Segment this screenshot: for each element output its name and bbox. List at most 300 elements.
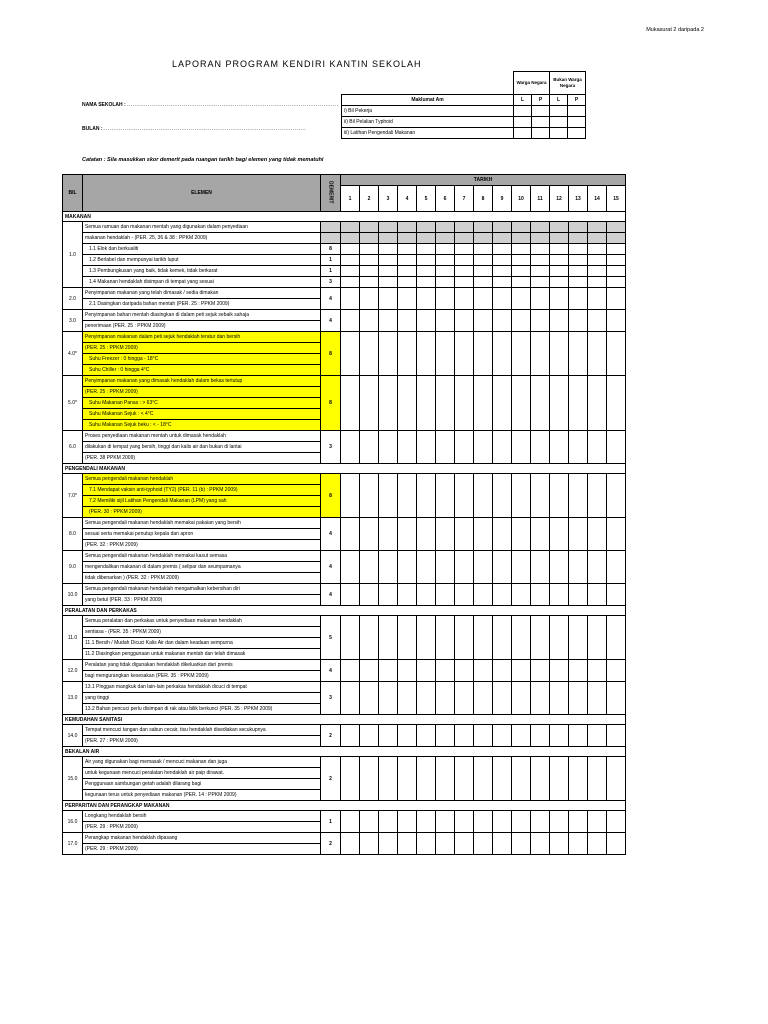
score-cell[interactable] <box>531 551 550 584</box>
score-cell[interactable] <box>569 255 588 266</box>
score-cell[interactable] <box>341 518 360 551</box>
score-cell[interactable] <box>512 277 531 288</box>
score-cell[interactable] <box>341 244 360 255</box>
score-cell[interactable] <box>474 310 493 332</box>
score-cell[interactable] <box>379 833 398 855</box>
score-cell[interactable] <box>512 811 531 833</box>
score-cell[interactable] <box>360 725 379 747</box>
score-cell[interactable] <box>550 255 569 266</box>
score-cell[interactable] <box>379 660 398 682</box>
score-cell[interactable] <box>417 833 436 855</box>
score-cell[interactable] <box>550 682 569 715</box>
score-cell[interactable] <box>455 682 474 715</box>
score-cell[interactable] <box>398 255 417 266</box>
score-cell[interactable] <box>550 474 569 518</box>
score-cell[interactable] <box>588 376 607 431</box>
score-cell[interactable] <box>607 266 626 277</box>
score-cell[interactable] <box>474 222 493 233</box>
score-cell[interactable] <box>550 616 569 660</box>
score-cell[interactable] <box>607 757 626 801</box>
score-cell[interactable] <box>379 233 398 244</box>
score-cell[interactable] <box>436 682 455 715</box>
score-cell[interactable] <box>531 266 550 277</box>
score-cell[interactable] <box>436 431 455 464</box>
score-cell[interactable] <box>398 616 417 660</box>
score-cell[interactable] <box>569 757 588 801</box>
score-cell[interactable] <box>398 310 417 332</box>
score-cell[interactable] <box>436 811 455 833</box>
month-field[interactable] <box>82 126 306 132</box>
score-cell[interactable] <box>569 288 588 310</box>
score-cell[interactable] <box>493 376 512 431</box>
score-cell[interactable] <box>474 266 493 277</box>
input-cell[interactable] <box>568 106 586 117</box>
score-cell[interactable] <box>493 222 512 233</box>
score-cell[interactable] <box>417 584 436 606</box>
score-cell[interactable] <box>588 266 607 277</box>
score-cell[interactable] <box>569 431 588 464</box>
score-cell[interactable] <box>569 616 588 660</box>
score-cell[interactable] <box>417 277 436 288</box>
score-cell[interactable] <box>512 233 531 244</box>
score-cell[interactable] <box>455 757 474 801</box>
score-cell[interactable] <box>512 244 531 255</box>
score-cell[interactable] <box>531 682 550 715</box>
score-cell[interactable] <box>531 811 550 833</box>
score-cell[interactable] <box>398 811 417 833</box>
score-cell[interactable] <box>379 332 398 376</box>
score-cell[interactable] <box>569 310 588 332</box>
score-cell[interactable] <box>379 277 398 288</box>
score-cell[interactable] <box>474 288 493 310</box>
score-cell[interactable] <box>398 244 417 255</box>
score-cell[interactable] <box>474 551 493 584</box>
score-cell[interactable] <box>607 222 626 233</box>
score-cell[interactable] <box>550 660 569 682</box>
score-cell[interactable] <box>455 222 474 233</box>
score-cell[interactable] <box>417 376 436 431</box>
score-cell[interactable] <box>607 616 626 660</box>
score-cell[interactable] <box>607 551 626 584</box>
score-cell[interactable] <box>569 811 588 833</box>
score-cell[interactable] <box>379 474 398 518</box>
score-cell[interactable] <box>550 551 569 584</box>
score-cell[interactable] <box>398 725 417 747</box>
score-cell[interactable] <box>531 833 550 855</box>
score-cell[interactable] <box>341 660 360 682</box>
score-cell[interactable] <box>607 277 626 288</box>
score-cell[interactable] <box>455 616 474 660</box>
score-cell[interactable] <box>512 757 531 801</box>
score-cell[interactable] <box>607 584 626 606</box>
score-cell[interactable] <box>436 288 455 310</box>
score-cell[interactable] <box>417 518 436 551</box>
score-cell[interactable] <box>474 682 493 715</box>
score-cell[interactable] <box>588 833 607 855</box>
score-cell[interactable] <box>588 725 607 747</box>
score-cell[interactable] <box>512 376 531 431</box>
score-cell[interactable] <box>474 255 493 266</box>
score-cell[interactable] <box>550 288 569 310</box>
score-cell[interactable] <box>512 725 531 747</box>
score-cell[interactable] <box>455 518 474 551</box>
score-cell[interactable] <box>550 811 569 833</box>
score-cell[interactable] <box>474 277 493 288</box>
score-cell[interactable] <box>436 551 455 584</box>
input-cell[interactable] <box>550 128 568 139</box>
score-cell[interactable] <box>493 244 512 255</box>
score-cell[interactable] <box>512 266 531 277</box>
score-cell[interactable] <box>398 518 417 551</box>
score-cell[interactable] <box>360 616 379 660</box>
score-cell[interactable] <box>436 833 455 855</box>
score-cell[interactable] <box>341 233 360 244</box>
score-cell[interactable] <box>474 431 493 464</box>
score-cell[interactable] <box>531 757 550 801</box>
score-cell[interactable] <box>474 474 493 518</box>
score-cell[interactable] <box>588 660 607 682</box>
score-cell[interactable] <box>512 616 531 660</box>
score-cell[interactable] <box>379 757 398 801</box>
score-cell[interactable] <box>360 584 379 606</box>
score-cell[interactable] <box>360 310 379 332</box>
score-cell[interactable] <box>379 222 398 233</box>
score-cell[interactable] <box>455 474 474 518</box>
score-cell[interactable] <box>512 431 531 464</box>
score-cell[interactable] <box>398 376 417 431</box>
score-cell[interactable] <box>398 222 417 233</box>
input-cell[interactable] <box>568 117 586 128</box>
score-cell[interactable] <box>360 332 379 376</box>
score-cell[interactable] <box>417 332 436 376</box>
score-cell[interactable] <box>474 833 493 855</box>
input-cell[interactable] <box>532 117 550 128</box>
score-cell[interactable] <box>493 682 512 715</box>
score-cell[interactable] <box>379 584 398 606</box>
score-cell[interactable] <box>455 584 474 606</box>
score-cell[interactable] <box>531 332 550 376</box>
score-cell[interactable] <box>531 244 550 255</box>
score-cell[interactable] <box>531 725 550 747</box>
score-cell[interactable] <box>436 616 455 660</box>
score-cell[interactable] <box>512 584 531 606</box>
score-cell[interactable] <box>455 266 474 277</box>
score-cell[interactable] <box>436 660 455 682</box>
score-cell[interactable] <box>493 518 512 551</box>
score-cell[interactable] <box>360 255 379 266</box>
score-cell[interactable] <box>607 244 626 255</box>
score-cell[interactable] <box>569 332 588 376</box>
score-cell[interactable] <box>379 616 398 660</box>
score-cell[interactable] <box>569 833 588 855</box>
score-cell[interactable] <box>531 474 550 518</box>
input-cell[interactable] <box>514 117 532 128</box>
score-cell[interactable] <box>417 288 436 310</box>
score-cell[interactable] <box>436 233 455 244</box>
score-cell[interactable] <box>417 222 436 233</box>
score-cell[interactable] <box>455 310 474 332</box>
score-cell[interactable] <box>436 518 455 551</box>
score-cell[interactable] <box>360 551 379 584</box>
score-cell[interactable] <box>512 518 531 551</box>
score-cell[interactable] <box>493 233 512 244</box>
score-cell[interactable] <box>493 833 512 855</box>
score-cell[interactable] <box>531 518 550 551</box>
score-cell[interactable] <box>550 233 569 244</box>
score-cell[interactable] <box>569 233 588 244</box>
score-cell[interactable] <box>512 332 531 376</box>
score-cell[interactable] <box>360 757 379 801</box>
score-cell[interactable] <box>550 431 569 464</box>
score-cell[interactable] <box>436 310 455 332</box>
score-cell[interactable] <box>588 431 607 464</box>
score-cell[interactable] <box>474 332 493 376</box>
score-cell[interactable] <box>436 376 455 431</box>
score-cell[interactable] <box>569 584 588 606</box>
input-cell[interactable] <box>532 128 550 139</box>
score-cell[interactable] <box>531 584 550 606</box>
score-cell[interactable] <box>436 277 455 288</box>
score-cell[interactable] <box>607 682 626 715</box>
score-cell[interactable] <box>417 266 436 277</box>
score-cell[interactable] <box>417 310 436 332</box>
score-cell[interactable] <box>341 584 360 606</box>
score-cell[interactable] <box>493 660 512 682</box>
score-cell[interactable] <box>379 376 398 431</box>
score-cell[interactable] <box>512 551 531 584</box>
score-cell[interactable] <box>607 332 626 376</box>
score-cell[interactable] <box>550 518 569 551</box>
score-cell[interactable] <box>512 310 531 332</box>
score-cell[interactable] <box>569 474 588 518</box>
score-cell[interactable] <box>569 244 588 255</box>
score-cell[interactable] <box>341 277 360 288</box>
score-cell[interactable] <box>436 757 455 801</box>
score-cell[interactable] <box>398 474 417 518</box>
score-cell[interactable] <box>531 222 550 233</box>
score-cell[interactable] <box>512 682 531 715</box>
score-cell[interactable] <box>360 233 379 244</box>
score-cell[interactable] <box>493 725 512 747</box>
score-cell[interactable] <box>493 277 512 288</box>
score-cell[interactable] <box>569 277 588 288</box>
score-cell[interactable] <box>341 725 360 747</box>
score-cell[interactable] <box>474 757 493 801</box>
score-cell[interactable] <box>341 266 360 277</box>
score-cell[interactable] <box>379 518 398 551</box>
input-cell[interactable] <box>532 106 550 117</box>
score-cell[interactable] <box>455 277 474 288</box>
input-cell[interactable] <box>514 106 532 117</box>
score-cell[interactable] <box>379 551 398 584</box>
input-cell[interactable] <box>514 128 532 139</box>
score-cell[interactable] <box>455 288 474 310</box>
score-cell[interactable] <box>398 757 417 801</box>
score-cell[interactable] <box>398 288 417 310</box>
score-cell[interactable] <box>474 518 493 551</box>
score-cell[interactable] <box>398 682 417 715</box>
score-cell[interactable] <box>341 332 360 376</box>
score-cell[interactable] <box>607 288 626 310</box>
score-cell[interactable] <box>474 811 493 833</box>
score-cell[interactable] <box>588 332 607 376</box>
score-cell[interactable] <box>360 244 379 255</box>
score-cell[interactable] <box>455 376 474 431</box>
score-cell[interactable] <box>360 660 379 682</box>
score-cell[interactable] <box>588 277 607 288</box>
score-cell[interactable] <box>569 222 588 233</box>
score-cell[interactable] <box>360 222 379 233</box>
score-cell[interactable] <box>398 277 417 288</box>
score-cell[interactable] <box>436 244 455 255</box>
score-cell[interactable] <box>588 616 607 660</box>
score-cell[interactable] <box>550 833 569 855</box>
score-cell[interactable] <box>474 244 493 255</box>
score-cell[interactable] <box>493 584 512 606</box>
score-cell[interactable] <box>360 376 379 431</box>
score-cell[interactable] <box>379 266 398 277</box>
score-cell[interactable] <box>341 431 360 464</box>
score-cell[interactable] <box>455 332 474 376</box>
score-cell[interactable] <box>398 266 417 277</box>
score-cell[interactable] <box>360 833 379 855</box>
score-cell[interactable] <box>531 255 550 266</box>
score-cell[interactable] <box>550 266 569 277</box>
score-cell[interactable] <box>512 255 531 266</box>
score-cell[interactable] <box>360 266 379 277</box>
score-cell[interactable] <box>569 725 588 747</box>
score-cell[interactable] <box>569 518 588 551</box>
score-cell[interactable] <box>417 811 436 833</box>
score-cell[interactable] <box>360 682 379 715</box>
score-cell[interactable] <box>493 551 512 584</box>
score-cell[interactable] <box>493 474 512 518</box>
score-cell[interactable] <box>455 431 474 464</box>
score-cell[interactable] <box>493 310 512 332</box>
score-cell[interactable] <box>588 518 607 551</box>
score-cell[interactable] <box>493 616 512 660</box>
score-cell[interactable] <box>607 518 626 551</box>
score-cell[interactable] <box>436 725 455 747</box>
score-cell[interactable] <box>455 255 474 266</box>
score-cell[interactable] <box>398 833 417 855</box>
score-cell[interactable] <box>550 332 569 376</box>
score-cell[interactable] <box>417 474 436 518</box>
score-cell[interactable] <box>417 616 436 660</box>
score-cell[interactable] <box>493 332 512 376</box>
score-cell[interactable] <box>493 288 512 310</box>
score-cell[interactable] <box>607 233 626 244</box>
score-cell[interactable] <box>588 222 607 233</box>
score-cell[interactable] <box>550 584 569 606</box>
score-cell[interactable] <box>379 811 398 833</box>
score-cell[interactable] <box>512 288 531 310</box>
score-cell[interactable] <box>512 833 531 855</box>
score-cell[interactable] <box>436 255 455 266</box>
score-cell[interactable] <box>588 255 607 266</box>
score-cell[interactable] <box>550 725 569 747</box>
score-cell[interactable] <box>417 233 436 244</box>
score-cell[interactable] <box>550 244 569 255</box>
score-cell[interactable] <box>455 233 474 244</box>
score-cell[interactable] <box>531 431 550 464</box>
score-cell[interactable] <box>417 431 436 464</box>
score-cell[interactable] <box>379 244 398 255</box>
score-cell[interactable] <box>455 811 474 833</box>
score-cell[interactable] <box>398 233 417 244</box>
score-cell[interactable] <box>417 660 436 682</box>
score-cell[interactable] <box>531 288 550 310</box>
score-cell[interactable] <box>398 551 417 584</box>
score-cell[interactable] <box>588 551 607 584</box>
score-cell[interactable] <box>493 255 512 266</box>
score-cell[interactable] <box>493 431 512 464</box>
score-cell[interactable] <box>341 833 360 855</box>
score-cell[interactable] <box>379 682 398 715</box>
score-cell[interactable] <box>341 811 360 833</box>
score-cell[interactable] <box>341 474 360 518</box>
score-cell[interactable] <box>588 310 607 332</box>
score-cell[interactable] <box>531 310 550 332</box>
score-cell[interactable] <box>360 518 379 551</box>
score-cell[interactable] <box>360 431 379 464</box>
score-cell[interactable] <box>588 288 607 310</box>
score-cell[interactable] <box>569 266 588 277</box>
score-cell[interactable] <box>550 222 569 233</box>
score-cell[interactable] <box>569 682 588 715</box>
score-cell[interactable] <box>607 725 626 747</box>
score-cell[interactable] <box>607 660 626 682</box>
score-cell[interactable] <box>531 376 550 431</box>
score-cell[interactable] <box>588 244 607 255</box>
input-cell[interactable] <box>550 106 568 117</box>
score-cell[interactable] <box>474 584 493 606</box>
score-cell[interactable] <box>455 244 474 255</box>
score-cell[interactable] <box>436 332 455 376</box>
score-cell[interactable] <box>550 376 569 431</box>
score-cell[interactable] <box>417 255 436 266</box>
score-cell[interactable] <box>341 376 360 431</box>
score-cell[interactable] <box>531 233 550 244</box>
score-cell[interactable] <box>379 725 398 747</box>
score-cell[interactable] <box>474 660 493 682</box>
score-cell[interactable] <box>417 725 436 747</box>
score-cell[interactable] <box>569 660 588 682</box>
score-cell[interactable] <box>607 474 626 518</box>
score-cell[interactable] <box>550 757 569 801</box>
score-cell[interactable] <box>436 266 455 277</box>
score-cell[interactable] <box>588 757 607 801</box>
score-cell[interactable] <box>341 757 360 801</box>
score-cell[interactable] <box>569 376 588 431</box>
score-cell[interactable] <box>512 660 531 682</box>
score-cell[interactable] <box>379 255 398 266</box>
score-cell[interactable] <box>531 660 550 682</box>
score-cell[interactable] <box>569 551 588 584</box>
score-cell[interactable] <box>341 551 360 584</box>
score-cell[interactable] <box>607 833 626 855</box>
score-cell[interactable] <box>360 277 379 288</box>
school-name-field[interactable] <box>82 102 339 108</box>
score-cell[interactable] <box>531 277 550 288</box>
score-cell[interactable] <box>455 833 474 855</box>
score-cell[interactable] <box>379 288 398 310</box>
score-cell[interactable] <box>360 474 379 518</box>
score-cell[interactable] <box>379 431 398 464</box>
score-cell[interactable] <box>588 811 607 833</box>
score-cell[interactable] <box>417 682 436 715</box>
score-cell[interactable] <box>607 310 626 332</box>
